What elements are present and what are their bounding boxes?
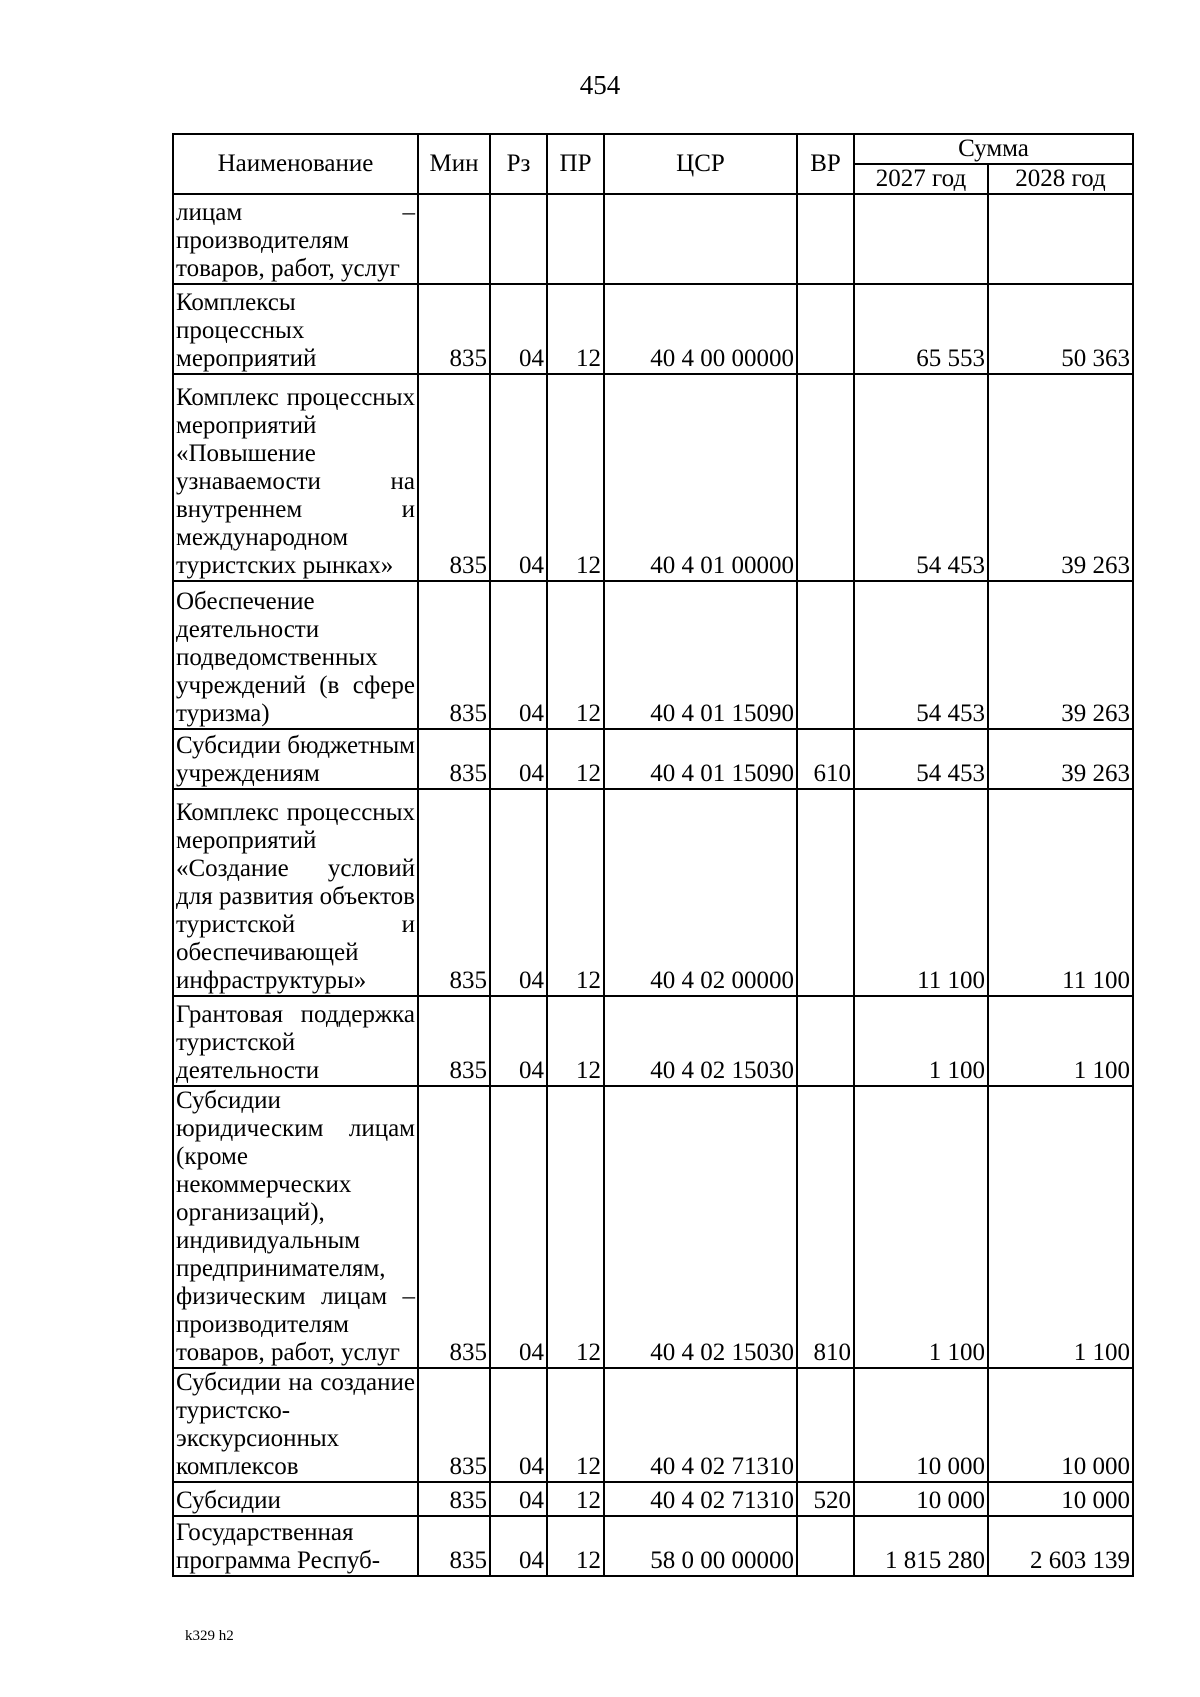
header-vr: ВР (797, 134, 854, 194)
cell-pr: 12 (547, 581, 604, 729)
cell-csr: 40 4 01 15090 (604, 581, 797, 729)
cell-name: Субсидии на создание туристско-экскурсионных комплексов (173, 1368, 418, 1482)
cell-pr: 12 (547, 1516, 604, 1576)
cell-sum-2028: 39 263 (988, 729, 1133, 789)
cell-min: 835 (418, 789, 490, 996)
footer-code: k329 h2 (185, 1628, 234, 1644)
cell-sum-2028: 1 100 (988, 1086, 1133, 1368)
cell-rz: 04 (490, 374, 547, 581)
cell-sum-2027: 10 000 (854, 1482, 988, 1516)
table-row (173, 374, 1133, 581)
header-year-2028: 2028 год (988, 164, 1133, 194)
cell-csr (604, 194, 797, 284)
cell-sum-2028: 2 603 139 (988, 1516, 1133, 1576)
cell-vr (797, 1516, 854, 1576)
header-rz: Рз (490, 134, 547, 194)
cell-sum-2028: 11 100 (988, 789, 1133, 996)
table-row (173, 996, 1133, 1086)
cell-pr: 12 (547, 729, 604, 789)
cell-min: 835 (418, 996, 490, 1086)
cell-sum-2027: 54 453 (854, 729, 988, 789)
table-body (173, 194, 1133, 1576)
cell-min: 835 (418, 1086, 490, 1368)
cell-pr: 12 (547, 996, 604, 1086)
cell-vr (797, 581, 854, 729)
cell-csr: 58 0 00 00000 (604, 1516, 797, 1576)
cell-vr (797, 284, 854, 374)
cell-pr: 12 (547, 1086, 604, 1368)
cell-vr (797, 194, 854, 284)
header-name: Наименование (173, 134, 418, 194)
cell-min: 835 (418, 1482, 490, 1516)
header-year-2027: 2027 год (854, 164, 988, 194)
cell-pr: 12 (547, 1368, 604, 1482)
header-csr: ЦСР (604, 134, 797, 194)
cell-vr (797, 996, 854, 1086)
header-sum: Сумма (854, 134, 1133, 164)
table-row (173, 729, 1133, 789)
cell-rz: 04 (490, 1482, 547, 1516)
cell-csr: 40 4 01 00000 (604, 374, 797, 581)
cell-min: 835 (418, 284, 490, 374)
cell-name: Комплекс процессных мероприятий «Повышение узнаваемости на внутреннем и международном туристских рынках» (173, 374, 418, 581)
cell-csr: 40 4 02 15030 (604, 996, 797, 1086)
cell-rz: 04 (490, 996, 547, 1086)
cell-name: Комплексы процессных мероприятий (173, 284, 418, 374)
cell-vr (797, 789, 854, 996)
cell-min: 835 (418, 729, 490, 789)
table-row (173, 1086, 1133, 1368)
cell-sum-2028: 39 263 (988, 374, 1133, 581)
cell-sum-2027: 11 100 (854, 789, 988, 996)
budget-table (172, 133, 1134, 1577)
cell-csr: 40 4 02 00000 (604, 789, 797, 996)
header-pr: ПР (547, 134, 604, 194)
cell-rz: 04 (490, 789, 547, 996)
cell-sum-2027: 1 100 (854, 996, 988, 1086)
cell-pr (547, 194, 604, 284)
cell-csr: 40 4 02 71310 (604, 1482, 797, 1516)
table-row (173, 1516, 1133, 1576)
cell-sum-2027: 1 100 (854, 1086, 988, 1368)
cell-sum-2027: 54 453 (854, 374, 988, 581)
cell-sum-2028: 39 263 (988, 581, 1133, 729)
cell-sum-2027: 54 453 (854, 581, 988, 729)
cell-csr: 40 4 02 15030 (604, 1086, 797, 1368)
cell-pr: 12 (547, 1482, 604, 1516)
cell-sum-2028 (988, 194, 1133, 284)
cell-rz: 04 (490, 284, 547, 374)
cell-rz (490, 194, 547, 284)
cell-pr: 12 (547, 789, 604, 996)
cell-min: 835 (418, 581, 490, 729)
cell-vr: 810 (797, 1086, 854, 1368)
cell-min: 835 (418, 374, 490, 581)
cell-sum-2028: 50 363 (988, 284, 1133, 374)
table-row (173, 1482, 1133, 1516)
cell-vr: 610 (797, 729, 854, 789)
cell-csr: 40 4 01 15090 (604, 729, 797, 789)
cell-vr: 520 (797, 1482, 854, 1516)
cell-pr: 12 (547, 374, 604, 581)
cell-min: 835 (418, 1516, 490, 1576)
cell-name: Субсидии бюджетным учреждениям (173, 729, 418, 789)
cell-name: Комплекс процессных мероприятий «Создание условий для развития объектов туристской и обеспечивающей инфраструктуры» (173, 789, 418, 996)
cell-name: Государственная программа Респуб- (173, 1516, 418, 1576)
cell-csr: 40 4 02 71310 (604, 1368, 797, 1482)
cell-sum-2027: 1 815 280 (854, 1516, 988, 1576)
cell-rz: 04 (490, 1368, 547, 1482)
cell-vr (797, 1368, 854, 1482)
table-row (173, 1368, 1133, 1482)
table-row (173, 789, 1133, 996)
cell-pr: 12 (547, 284, 604, 374)
cell-sum-2028: 10 000 (988, 1482, 1133, 1516)
cell-sum-2028: 1 100 (988, 996, 1133, 1086)
header-min: Мин (418, 134, 490, 194)
cell-sum-2027: 65 553 (854, 284, 988, 374)
cell-name: Субсидии юридическим лицам (кроме некоммерческих организаций), индивидуальным предпринимателям, физическим лицам – производителям товаров, работ, услуг (173, 1086, 418, 1368)
cell-min: 835 (418, 1368, 490, 1482)
table-row (173, 284, 1133, 374)
cell-rz: 04 (490, 729, 547, 789)
cell-rz: 04 (490, 581, 547, 729)
cell-sum-2027: 10 000 (854, 1368, 988, 1482)
cell-name: лицам – производителям товаров, работ, услуг (173, 194, 418, 284)
table-row (173, 581, 1133, 729)
cell-min (418, 194, 490, 284)
cell-vr (797, 374, 854, 581)
cell-sum-2027 (854, 194, 988, 284)
cell-rz: 04 (490, 1086, 547, 1368)
cell-name: Обеспечение деятельности подведомственных учреждений (в сфере туризма) (173, 581, 418, 729)
cell-name: Грантовая поддержка туристской деятельности (173, 996, 418, 1086)
cell-name: Субсидии (173, 1482, 418, 1516)
cell-sum-2028: 10 000 (988, 1368, 1133, 1482)
page-number: 454 (579, 70, 621, 100)
cell-rz: 04 (490, 1516, 547, 1576)
cell-csr: 40 4 00 00000 (604, 284, 797, 374)
table-row (173, 194, 1133, 284)
